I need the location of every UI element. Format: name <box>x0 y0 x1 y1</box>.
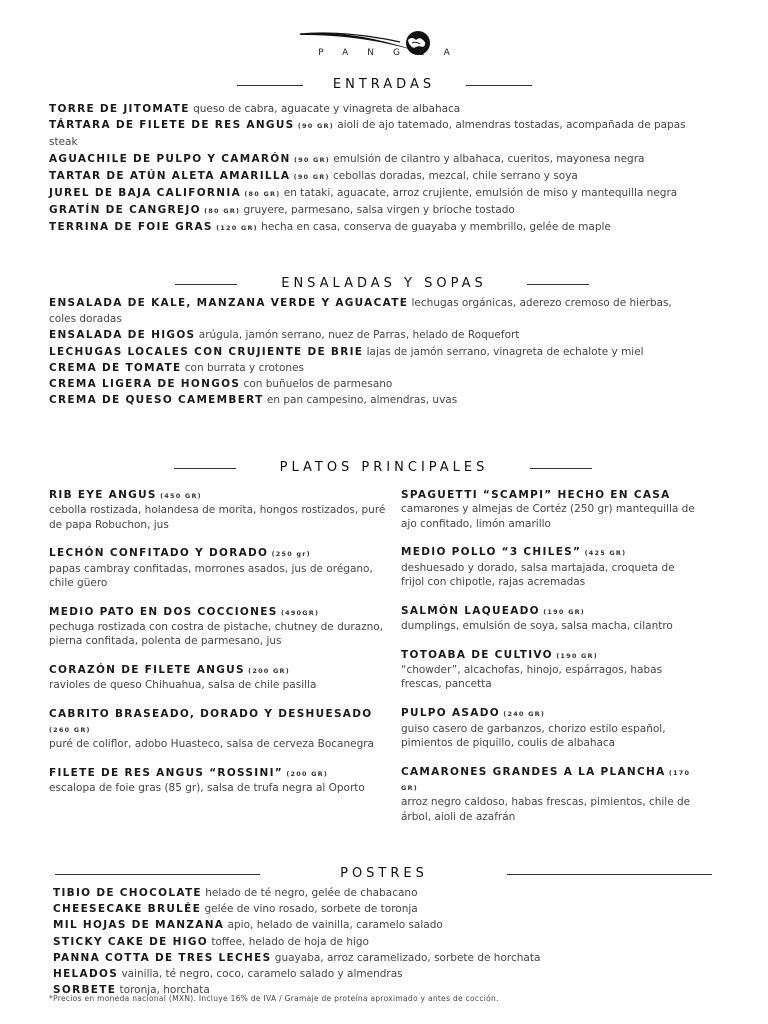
menu-item <box>53 885 693 901</box>
menu-item <box>401 488 701 531</box>
divider-right <box>466 85 532 86</box>
brand-name: PANGEA <box>318 48 469 58</box>
dish-name: CREMA DE TOMATE <box>49 361 182 374</box>
menu-item <box>49 663 389 693</box>
dish-weight: (90 GR) <box>293 172 330 181</box>
dish-name: AGUACHILE DE PULPO Y CAMARÓN <box>49 152 291 165</box>
dish-description: cebolla rostizada, holandesa de morita, hongos rostizados, puré de papa Robuchon, jus <box>49 504 386 531</box>
menu-item <box>401 765 701 824</box>
dish-description: papas cambray confitadas, morrones asados, jus de orégano, chile güero <box>49 562 373 589</box>
dish-name: MIL HOJAS DE MANZANA <box>53 919 225 932</box>
divider-right <box>507 874 712 875</box>
dish-description: “chowder”, alcachofas, hinojo, espárragos, habas frescas, pancetta <box>401 664 663 691</box>
dish-description: arroz negro caldoso, habas frescas, pimientos, chile de árbol, aioli de azafrán <box>401 796 691 823</box>
dish-weight: (190 GR) <box>556 651 598 660</box>
menu-item <box>49 344 689 360</box>
dish-name: PULPO ASADO <box>401 707 500 720</box>
dish-name: CREMA DE QUESO CAMEMBERT <box>49 394 264 407</box>
dish-description: vainilla, té negro, coco, caramelo salado y almendras <box>121 968 403 981</box>
dish-weight: (190 GR) <box>543 607 585 616</box>
section-title-entradas: ENTRADAS <box>332 77 436 92</box>
dish-name: LECHUGAS LOCALES CON CRUJIENTE DE BRIE <box>49 345 364 358</box>
menu-item <box>53 950 693 966</box>
dish-name: PANNA COTTA DE TRES LECHES <box>53 951 272 964</box>
menu-item <box>49 117 689 150</box>
dish-name: TOTOABA DE CULTIVO <box>401 648 553 661</box>
menu-item <box>49 766 389 796</box>
dish-weight: (450 GR) <box>160 492 202 500</box>
ensaladas-list <box>49 295 689 408</box>
dish-weight: (260 GR) <box>49 725 91 734</box>
dish-name: MEDIO PATO EN DOS COCCIONES <box>49 605 278 618</box>
menu-item <box>53 934 693 950</box>
menu-item <box>49 546 389 590</box>
footnote: *Precios en moneda nacional (MXN). Incluye 16% de IVA / Gramaje de proteína aproximado y antes de cocción. <box>49 994 499 1003</box>
dish-description: queso de cabra, aguacate y vinagreta de albahaca <box>193 103 461 115</box>
dish-description: en tataki, aguacate, arroz crujiente, emulsión de miso y mantequilla negra <box>283 187 678 200</box>
section-title-postres: POSTRES <box>340 866 428 881</box>
dish-description: gelée de vino rosado, sorbete de toronja <box>204 903 418 916</box>
menu-item <box>49 488 389 532</box>
divider-right <box>530 468 592 469</box>
menu-item <box>401 706 701 750</box>
entradas-list <box>49 101 689 237</box>
dish-weight: (200 GR) <box>248 667 290 676</box>
dish-description: escalopa de foie gras (85 gr), salsa de trufa negra al Oporto <box>49 781 365 794</box>
dish-weight: (80 GR) <box>244 190 281 199</box>
dish-name: ENSALADA DE KALE, MANZANA VERDE Y AGUACATE <box>49 297 409 309</box>
principales-right-column <box>401 488 701 838</box>
menu-item <box>49 327 689 343</box>
dish-name: TARTAR DE ATÚN ALETA AMARILLA <box>49 169 291 182</box>
section-title-ensaladas: ENSALADAS Y SOPAS <box>281 276 487 291</box>
dish-name: SALMÓN LAQUEADO <box>401 604 540 617</box>
dish-description: guayaba, arroz caramelizado, sorbete de horchata <box>274 951 541 964</box>
dish-name: SPAGUETTI “SCAMPI” HECHO EN CASA <box>401 489 671 501</box>
dish-description: ravioles de queso Chihuahua, salsa de chile pasilla <box>49 679 317 692</box>
dish-name: MEDIO POLLO “3 CHILES” <box>401 546 582 559</box>
dish-description: toronja, horchata <box>119 984 210 997</box>
menu-item <box>49 295 689 327</box>
menu-item <box>49 360 689 376</box>
dish-name: HELADOS <box>53 968 119 981</box>
dish-description: lechugas orgánicas, aderezo cremoso de hierbas, coles doradas <box>49 297 672 326</box>
dish-name: GRATÍN DE CANGREJO <box>49 204 201 217</box>
menu-item <box>401 545 701 589</box>
dish-name: FILETE DE RES ANGUS “ROSSINI” <box>49 766 283 779</box>
menu-item <box>53 917 693 933</box>
dish-name: CHEESECAKE BRULÉE <box>53 903 202 916</box>
menu-item <box>49 202 689 219</box>
menu-item <box>49 707 389 751</box>
dish-description: toffee, helado de hoja de higo <box>211 935 369 948</box>
dish-description: hecha en casa, conserva de guayaba y membrillo, gelée de maple <box>261 221 611 234</box>
dish-name: CAMARONES GRANDES A LA PLANCHA <box>401 765 666 778</box>
dish-description: helado de té negro, gelée de chabacano <box>205 887 418 899</box>
dish-weight: (240 GR) <box>503 710 546 719</box>
menu-item <box>401 604 701 634</box>
menu-item <box>49 168 689 185</box>
dish-name: JUREL DE BAJA CALIFORNIA <box>49 187 242 200</box>
dish-weight: (170 GR) <box>401 768 691 792</box>
dish-weight: (425 GR) <box>584 549 627 558</box>
dish-description: con burrata y crotones <box>184 361 305 374</box>
dish-description: puré de coliflor, adobo Huasteco, salsa de cerveza Bocanegra <box>49 737 374 750</box>
dish-description: guiso casero de garbanzos, chorizo estilo español, pimientos de piquillo, coulis de albahaca <box>401 722 666 749</box>
dish-description: con buñuelos de parmesano <box>243 378 393 391</box>
menu-item <box>49 605 389 649</box>
menu-item <box>53 901 693 917</box>
dish-description: gruyere, parmesano, salsa virgen y brioche tostado <box>243 204 515 217</box>
dish-name: SORBETE <box>53 984 117 997</box>
dish-name: LECHÓN CONFITADO Y DORADO <box>49 547 269 560</box>
menu-item <box>49 151 689 168</box>
dish-name: TERRINA DE FOIE GRAS <box>49 221 213 234</box>
dish-name: CREMA LIGERA DE HONGOS <box>49 378 241 391</box>
dish-name: TORRE DE JITOMATE <box>49 103 190 115</box>
dish-name: TIBIO DE CHOCOLATE <box>53 887 202 899</box>
dish-description: aioli de ajo tatemado, almendras tostadas, acompañada de papas steak <box>49 119 686 149</box>
menu-item <box>49 376 689 392</box>
dish-name: STICKY CAKE DE HIGO <box>53 935 209 948</box>
dish-description: lajas de jamón serrano, vinagreta de echalote y miel <box>366 345 644 358</box>
dish-weight: (80 GR) <box>204 207 241 216</box>
principales-left-column <box>49 488 389 810</box>
dish-description: emulsión de cilantro y albahaca, cueritos, mayonesa negra <box>333 152 645 165</box>
dish-description: en pan campesino, almendras, uvas <box>266 394 458 407</box>
dish-description: deshuesado y dorado, salsa martajada, croqueta de frijol con chipotle, rajas acremadas <box>401 561 675 588</box>
postres-list <box>53 885 693 998</box>
section-title-principales: PLATOS PRINCIPALES <box>279 460 489 475</box>
dish-weight: (490GR) <box>280 608 320 617</box>
menu-item <box>49 185 689 202</box>
dish-description: cebollas doradas, mezcal, chile serrano y soya <box>333 169 578 182</box>
dish-name: TÁRTARA DE FILETE DE RES ANGUS <box>49 119 295 132</box>
dish-description: camarones y almejas de Cortéz (250 gr) mantequilla de ajo confitado, limón amarillo <box>401 503 695 530</box>
menu-item <box>49 392 689 408</box>
dish-description: dumplings, emulsión de soya, salsa macha, cilantro <box>401 620 673 633</box>
dish-name: CORAZÓN DE FILETE ANGUS <box>49 664 245 677</box>
menu-item <box>401 648 701 692</box>
dish-weight: (90 GR) <box>293 155 330 164</box>
menu-item <box>49 219 689 236</box>
dish-weight: (120 GR) <box>216 224 258 233</box>
dish-weight: (250 gr) <box>271 550 311 559</box>
dish-name: CABRITO BRASEADO, DORADO Y DESHUESADO <box>49 708 373 721</box>
menu-item <box>49 101 689 117</box>
divider-right <box>527 284 589 285</box>
dish-description: arúgula, jamón serrano, nuez de Parras, helado de Roquefort <box>198 329 520 342</box>
dish-weight: (90 GR) <box>297 122 334 131</box>
dish-name: RIB EYE ANGUS <box>49 489 157 501</box>
dish-description: pechuga rostizada con costra de pistache, chutney de durazno, pierna confitada, polenta de parmesano, jus <box>49 621 384 648</box>
dish-weight: (200 GR) <box>286 769 329 778</box>
menu-item <box>53 966 693 982</box>
dish-name: ENSALADA DE HIGOS <box>49 329 196 342</box>
dish-description: apio, helado de vainilla, caramelo salado <box>227 919 443 932</box>
